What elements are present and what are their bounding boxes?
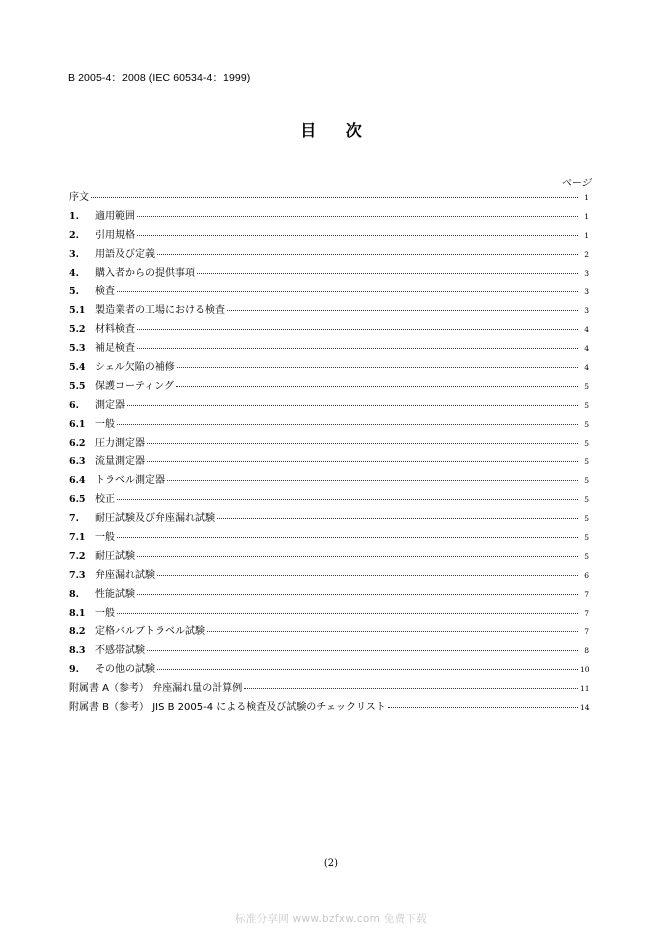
- toc-entry-page: 5: [584, 495, 589, 505]
- toc-entry[interactable]: [69, 339, 589, 358]
- toc-entry-title: シェル欠陥の補修: [95, 362, 175, 374]
- toc-entry[interactable]: [69, 622, 589, 641]
- toc-entry-number: 8.2: [69, 626, 86, 638]
- toc-dot-leader: [157, 669, 578, 670]
- toc-entry-title: 一般: [95, 532, 115, 544]
- toc-entry[interactable]: [69, 226, 589, 245]
- toc-dot-leader: [167, 480, 578, 481]
- toc-dot-leader: [157, 254, 578, 255]
- toc-entry-page: 11: [580, 684, 590, 694]
- toc-entry-number: 7.2: [69, 550, 86, 562]
- toc-entry[interactable]: [69, 604, 589, 623]
- toc-entry-title: 材料検査: [95, 324, 135, 336]
- toc-entry-number: 5.3: [69, 343, 86, 355]
- toc-dot-leader: [388, 707, 578, 708]
- toc-entry-number: 6.4: [69, 475, 86, 487]
- toc-entry[interactable]: [69, 585, 589, 604]
- toc-entry-page: 5: [584, 533, 589, 543]
- toc-entry-title: 購入者からの提供事項: [95, 267, 195, 279]
- toc-dot-leader: [147, 461, 578, 462]
- toc-dot-leader: [147, 650, 578, 651]
- toc-entry-page: 3: [584, 268, 589, 278]
- toc-entry[interactable]: [69, 660, 589, 679]
- toc-entry-number: 8.1: [69, 607, 86, 619]
- page-column-label: ページ: [561, 178, 591, 189]
- page-title: 目 次: [300, 121, 374, 140]
- toc-entry-title: 校正: [95, 494, 115, 506]
- toc-entry-number: 5.1: [69, 305, 86, 317]
- toc-dot-leader: [227, 310, 578, 311]
- toc-entry-title: 圧力測定器: [95, 437, 145, 449]
- toc-entry-number: 4.: [69, 267, 79, 279]
- toc-entry-page: 6: [584, 570, 589, 580]
- toc-entry[interactable]: [69, 396, 589, 415]
- toc-entry[interactable]: [69, 698, 589, 717]
- toc-entry-page: 5: [584, 381, 589, 391]
- toc-entry[interactable]: [69, 358, 589, 377]
- toc-entry[interactable]: [69, 490, 589, 509]
- toc-dot-leader: [137, 329, 578, 330]
- toc-entry-page: 3: [584, 306, 589, 316]
- toc-entry-title: 一般: [95, 418, 115, 430]
- toc-dot-leader: [117, 291, 578, 292]
- toc-entry-page: 1: [584, 211, 589, 221]
- toc-entry-number: 6.: [69, 399, 79, 411]
- toc-entry-page: 10: [580, 665, 590, 675]
- toc-entry-page: 4: [584, 363, 589, 373]
- toc-entry[interactable]: [69, 320, 589, 339]
- toc-dot-leader: [207, 631, 578, 632]
- toc-dot-leader: [217, 518, 578, 519]
- toc-entry-title: 保護コーティング: [95, 380, 174, 392]
- toc-entry-title: 補足検査: [95, 343, 135, 355]
- toc-entry-page: 14: [580, 703, 590, 713]
- toc-entry-page: 5: [584, 438, 589, 448]
- toc-entry[interactable]: [69, 207, 589, 226]
- toc-entry-title: 流量測定器: [95, 456, 145, 468]
- toc-entry-title: 製造業者の工場における検査: [95, 305, 225, 317]
- toc-entry[interactable]: [69, 641, 589, 660]
- toc-entry-page: 7: [584, 589, 589, 599]
- toc-entry-number: 6.5: [69, 494, 86, 506]
- toc-dot-leader: [137, 594, 578, 595]
- toc-entry-title: その他の試験: [95, 664, 155, 676]
- toc-entry-title: 引用規格: [95, 229, 135, 241]
- toc-entry-number: 5.: [69, 286, 79, 298]
- toc-entry[interactable]: [69, 377, 589, 396]
- toc-dot-leader: [137, 556, 578, 557]
- toc-entry-title: 耐圧試験: [95, 550, 135, 562]
- footer-page-number: (2): [323, 858, 339, 869]
- watermark: 标准分享网 www.bzfxw.com 免费下载: [235, 913, 427, 925]
- toc-entry-page: 5: [584, 419, 589, 429]
- toc-entry[interactable]: [69, 528, 589, 547]
- toc-entry-title: 序文: [69, 192, 89, 203]
- toc-entry-page: 4: [584, 344, 589, 354]
- toc-entry-title: 適用範囲: [95, 210, 135, 222]
- toc-entry-number: 5.4: [69, 362, 86, 374]
- toc-entry-number: 8.3: [69, 645, 86, 657]
- toc-dot-leader: [176, 386, 578, 387]
- toc-entry[interactable]: [69, 679, 589, 698]
- toc-entry-number: 3.: [69, 248, 79, 260]
- toc-entry-page: 7: [584, 608, 589, 618]
- toc-entry-title: 耐圧試験及び弁座漏れ試験: [95, 513, 215, 525]
- toc-entry[interactable]: [69, 509, 589, 528]
- toc-entry-page: 5: [584, 400, 589, 410]
- toc-entry-page: 7: [584, 627, 589, 637]
- toc-dot-leader: [147, 443, 578, 444]
- toc-entry[interactable]: [69, 188, 589, 207]
- toc-entry-number: 6.2: [69, 437, 86, 449]
- toc-entry[interactable]: [69, 282, 589, 301]
- toc-entry[interactable]: [69, 547, 589, 566]
- toc-dot-leader: [177, 367, 578, 368]
- toc-entry-number: 1.: [69, 210, 79, 222]
- toc-entry-page: 3: [584, 287, 589, 297]
- toc-entry[interactable]: [69, 452, 589, 471]
- toc-entry-number: 7.1: [69, 532, 86, 544]
- toc-entry-title: 附属書 A（参考） 弁座漏れ量の計算例: [69, 683, 243, 695]
- toc-entry[interactable]: [69, 264, 589, 283]
- toc-dot-leader: [91, 197, 578, 198]
- toc-entry-title: 測定器: [95, 399, 125, 411]
- toc-entry-number: 5.5: [69, 380, 86, 392]
- toc-dot-leader: [127, 405, 578, 406]
- toc-entry-page: 5: [584, 551, 589, 561]
- toc-entry-page: 1: [584, 193, 589, 202]
- toc-entry[interactable]: [69, 566, 589, 585]
- toc-entry-title: 用語及び定義: [95, 248, 155, 260]
- toc-entry-title: 弁座漏れ試験: [95, 569, 155, 581]
- toc-entry-page: 5: [584, 476, 589, 486]
- toc-entry-page: 8: [584, 646, 589, 656]
- toc-entry-page: 1: [584, 230, 589, 240]
- toc-entry-number: 9.: [69, 664, 79, 676]
- toc-dot-leader: [117, 424, 578, 425]
- toc-entry-title: トラベル測定器: [95, 475, 165, 487]
- toc-entry-title: 不感帯試験: [95, 645, 145, 657]
- toc-dot-leader: [157, 575, 578, 576]
- toc-entry[interactable]: [69, 434, 589, 453]
- toc-entry[interactable]: [69, 301, 589, 320]
- toc-entry[interactable]: [69, 245, 589, 264]
- document-id: B 2005-4：2008 (IEC 60534-4：1999): [68, 72, 251, 84]
- toc-dot-leader: [117, 499, 578, 500]
- toc-entry[interactable]: [69, 471, 589, 490]
- toc-dot-leader: [137, 216, 578, 217]
- toc-dot-leader: [117, 537, 578, 538]
- toc-entry-page: 4: [584, 325, 589, 335]
- toc-entry-number: 6.1: [69, 418, 86, 430]
- toc-entry-title: 附属書 B（参考） JIS B 2005-4 による検査及び試験のチェックリスト: [69, 702, 386, 714]
- toc-entry-number: 5.2: [69, 324, 86, 336]
- toc-entry-number: 7.3: [69, 569, 86, 581]
- toc-entry-title: 一般: [95, 607, 115, 619]
- toc-entry-title: 性能試験: [95, 588, 135, 600]
- table-of-contents: [69, 188, 589, 717]
- toc-entry-number: 2.: [69, 229, 79, 241]
- toc-entry-number: 8.: [69, 588, 79, 600]
- toc-entry-title: 定格バルブトラベル試験: [95, 626, 205, 638]
- toc-dot-leader: [197, 273, 578, 274]
- toc-dot-leader: [117, 613, 578, 614]
- toc-entry-title: 検査: [95, 286, 115, 298]
- toc-dot-leader: [137, 235, 578, 236]
- toc-dot-leader: [244, 688, 578, 689]
- toc-entry-number: 7.: [69, 513, 79, 525]
- toc-entry-page: 2: [584, 249, 589, 259]
- toc-entry-page: 5: [584, 514, 589, 524]
- toc-entry-page: 5: [584, 457, 589, 467]
- toc-dot-leader: [137, 348, 578, 349]
- toc-entry[interactable]: [69, 415, 589, 434]
- toc-entry-number: 6.3: [69, 456, 86, 468]
